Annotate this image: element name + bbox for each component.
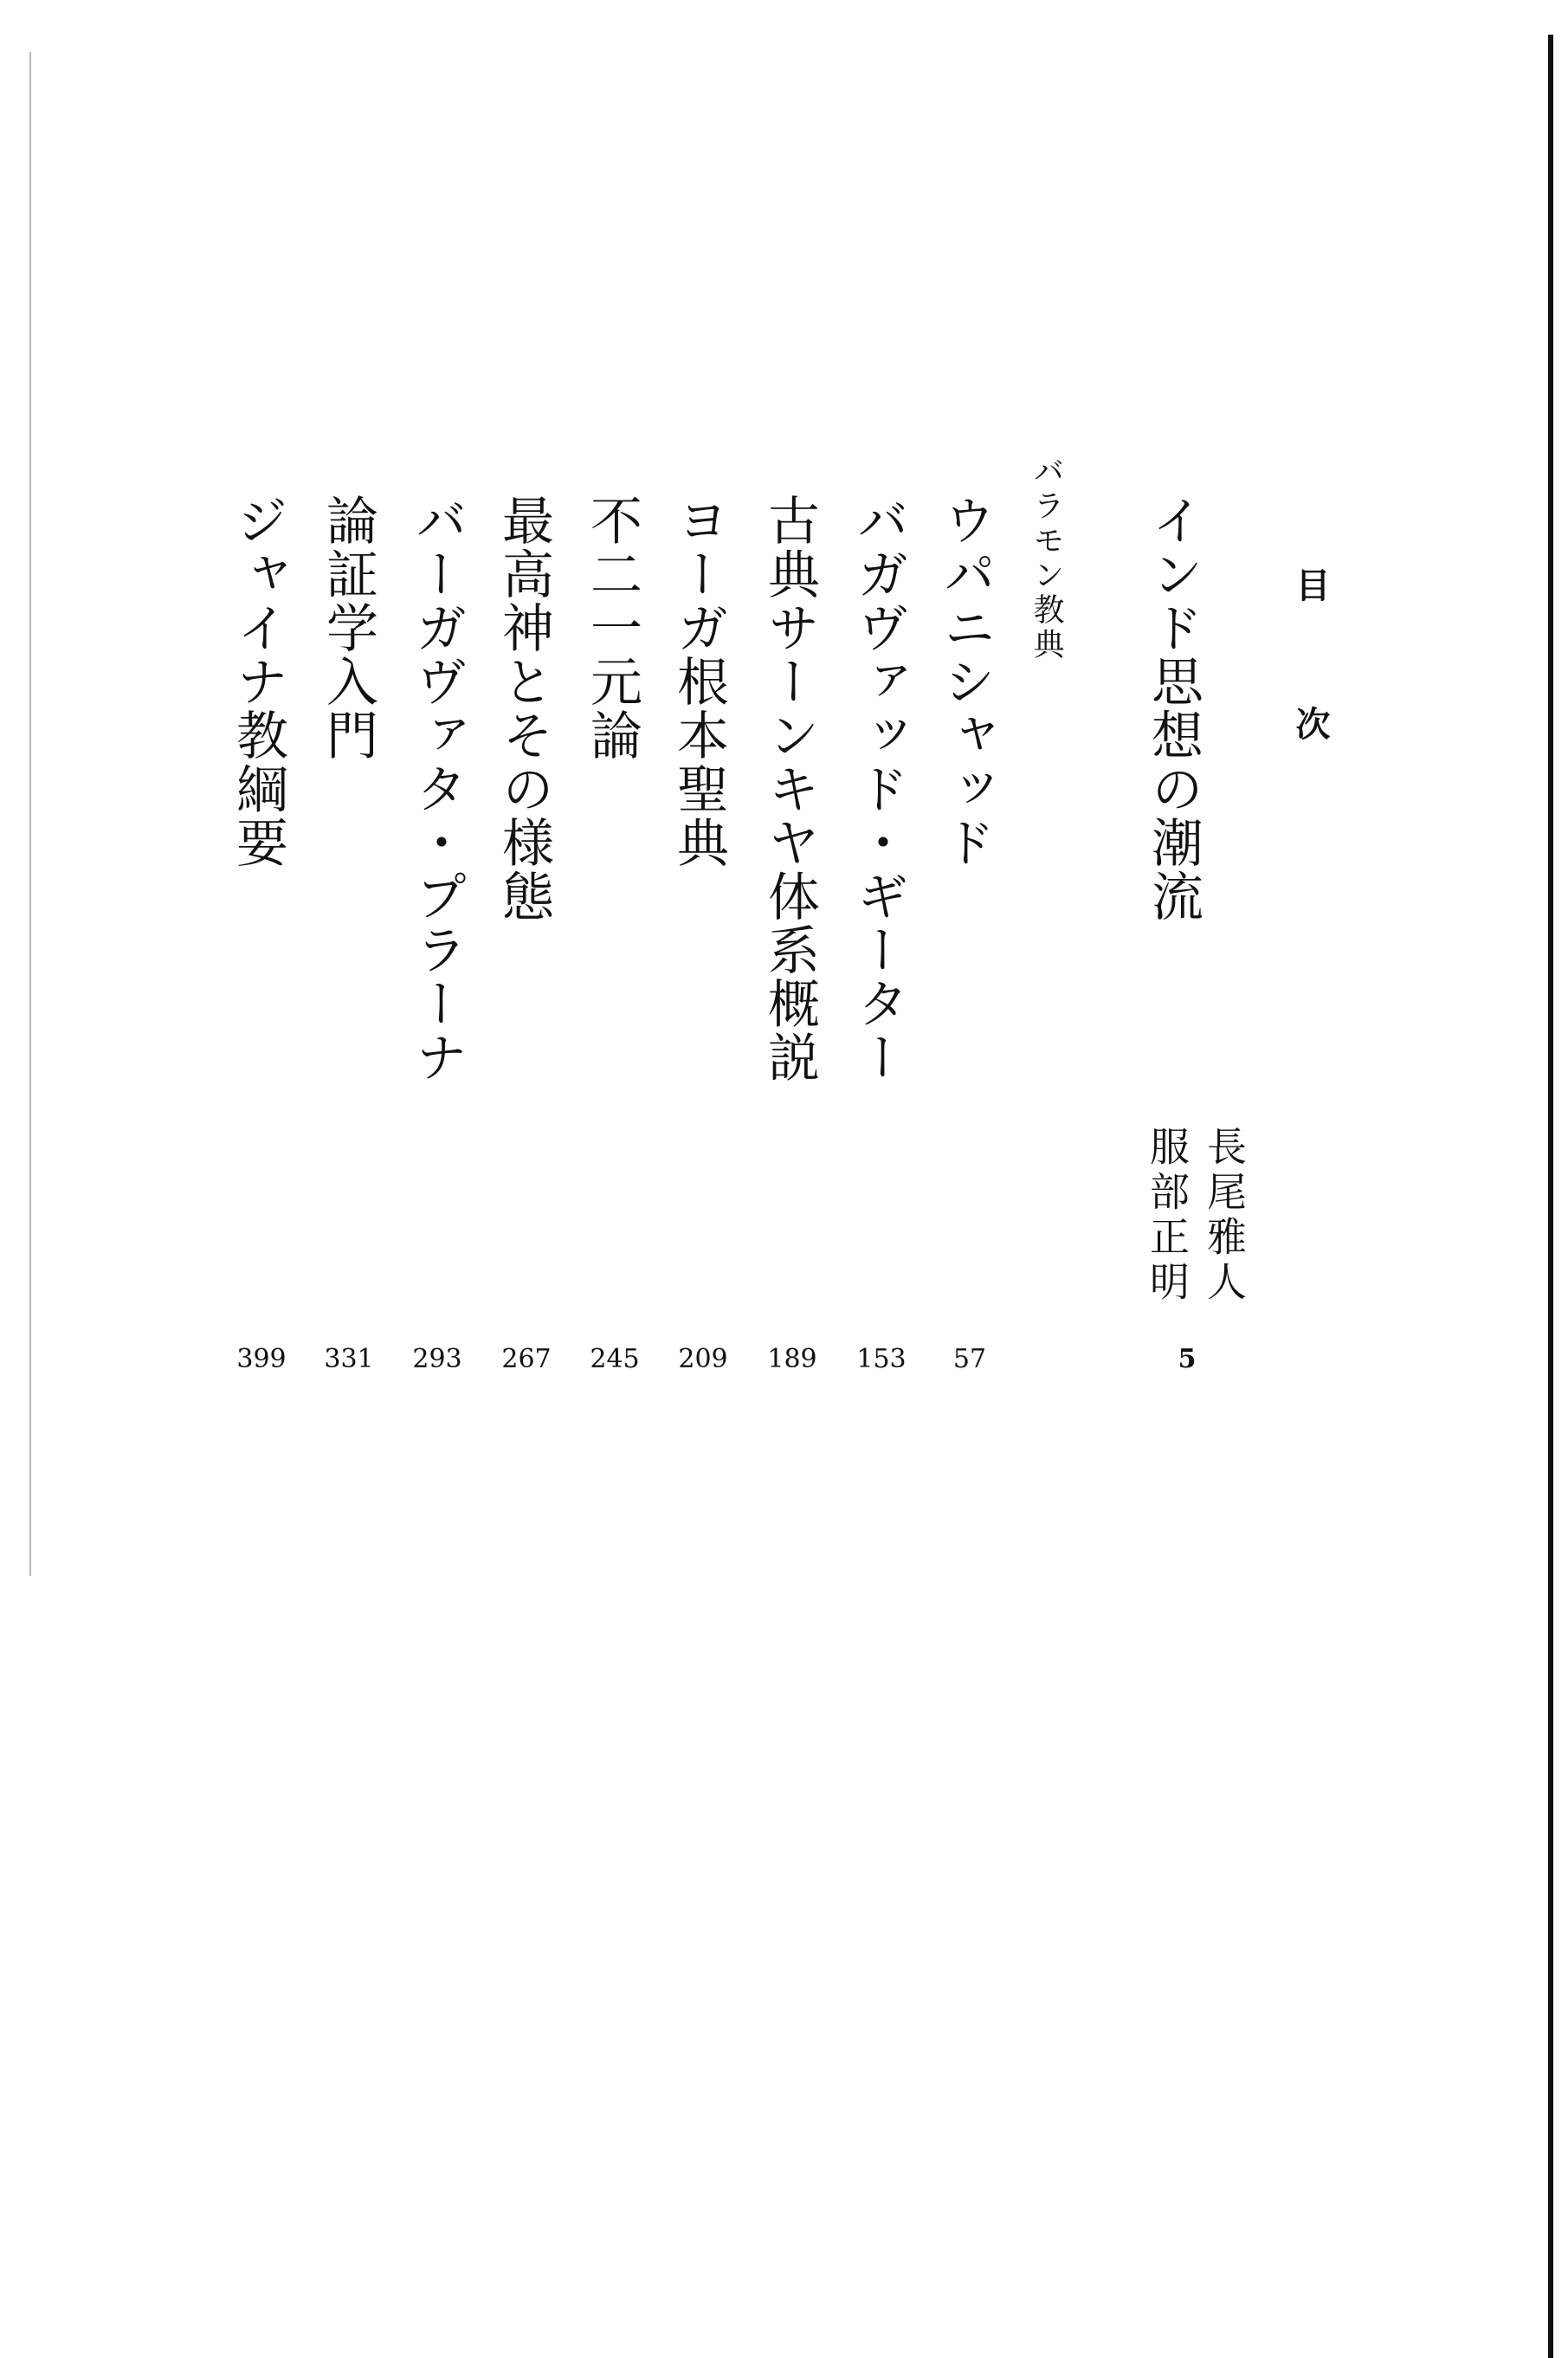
page-number: 245 xyxy=(590,1344,640,1374)
toc-entry-title: バーガヴァタ・プラーナ xyxy=(407,494,468,1084)
author-name: 長尾雅人 xyxy=(1201,1126,1248,1306)
toc-heading: 目 次 xyxy=(1290,567,1331,775)
scan-edge-right xyxy=(1548,35,1553,2358)
page-number: 189 xyxy=(767,1344,817,1374)
page-number: 293 xyxy=(412,1344,462,1374)
page-number: 267 xyxy=(501,1344,552,1374)
toc-entry-title: バガヴァッド・ギーター xyxy=(849,494,909,1084)
page-number: 331 xyxy=(324,1344,374,1374)
toc-entry-title: 古典サーンキヤ体系概説 xyxy=(759,494,820,1084)
page-number: 399 xyxy=(236,1344,287,1374)
page-number: 57 xyxy=(952,1344,987,1374)
toc-entry-title: 最高神とその様態 xyxy=(494,494,554,923)
toc-entry-intro-authors xyxy=(1144,1126,1248,1316)
toc-entry-title: 論証学入門 xyxy=(318,494,378,762)
toc-entry-intro-title: インド思想の潮流 xyxy=(1143,494,1203,923)
toc-entry-title: ジャイナ教綱要 xyxy=(228,494,288,869)
toc-entry-title: ヨーガ根本聖典 xyxy=(668,494,729,869)
page-number: 153 xyxy=(856,1344,907,1374)
section-label: バラモン教典 xyxy=(1029,455,1064,662)
scan-edge-left xyxy=(29,52,31,1576)
toc-entry-title: 不二一元論 xyxy=(582,494,642,762)
page-number: 5 xyxy=(1178,1344,1197,1374)
page-number: 209 xyxy=(678,1344,728,1374)
toc-entry-title: ウパニシャッド xyxy=(935,494,996,869)
author-name: 服部正明 xyxy=(1144,1126,1191,1306)
